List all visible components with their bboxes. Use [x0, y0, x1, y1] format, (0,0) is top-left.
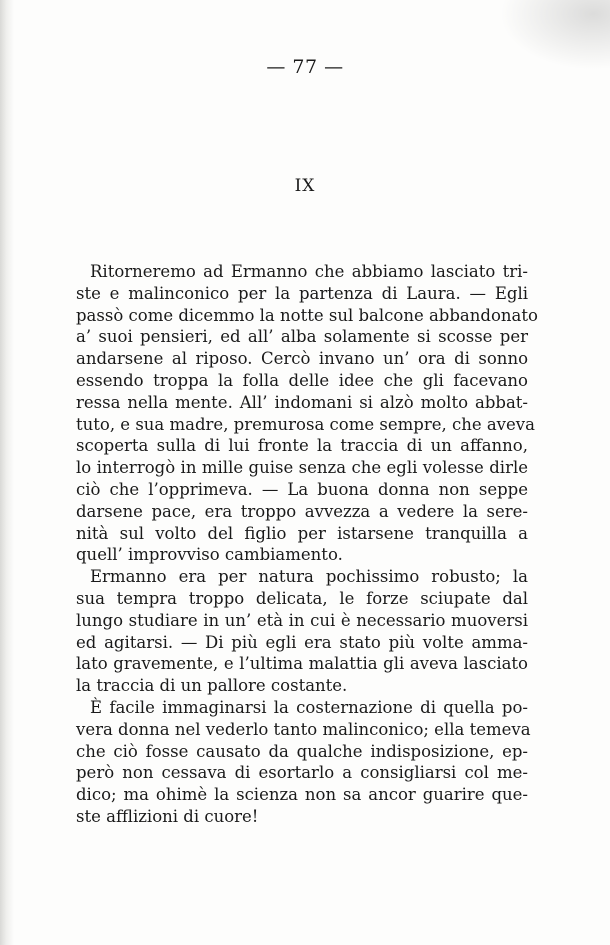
text-line: a’ suoi pensieri, ed all’ alba solamente si scosse per	[76, 327, 528, 347]
text-line: ste afflizioni di cuore!	[76, 806, 259, 826]
text-line: Ritorneremo ad Ermanno che abbiamo lasciato tri-	[90, 262, 528, 281]
text-line: ciò che l’opprimeva. — La buona donna non seppe	[76, 479, 528, 499]
text-line: la traccia di un pallore costante.	[76, 676, 348, 696]
text-line: quell’ improvviso cambiamento.	[76, 545, 343, 565]
text-line: però non cessava di esortarlo a consigliarsi col me-	[76, 763, 528, 783]
text-line: lo interrogò in mille guise senza che egli volesse dirle	[76, 458, 528, 478]
text-line: che ciò fosse causato da qualche indisposizione, ep-	[76, 741, 528, 761]
text-line: vera donna nel vederlo tanto malinconico; ella temeva	[76, 719, 531, 739]
text-line: darsene pace, era troppo avvezza a vedere la sere-	[76, 501, 528, 521]
text-line: dico; ma ohimè la scienza non sa ancor guarire que-	[76, 785, 528, 805]
text-line: ste e malinconico per la partenza di Laura. — Egli	[76, 283, 528, 303]
text-line: lungo studiare in un’ età in cui è necessario muoversi	[76, 610, 528, 630]
text-line: andarsene al riposo. Cercò invano un’ ora di sonno	[76, 349, 528, 369]
text-line: È facile immaginarsi la costernazione di quella po-	[90, 697, 528, 717]
text-line: lato gravemente, e l’ultima malattia gli aveva lasciato	[76, 654, 528, 674]
chapter-heading: IX	[294, 176, 316, 196]
text-line: sua tempra troppo delicata, le forze sciupate dal	[76, 588, 528, 608]
text-line: essendo troppa la folla delle idee che gli facevano	[76, 370, 528, 390]
text-line: ressa nella mente. All’ indomani si alzò molto abbat-	[76, 392, 528, 412]
text-line: nità sul volto del figlio per istarsene tranquilla a	[76, 523, 528, 543]
body-text	[76, 261, 538, 828]
text-line: ed agitarsi. — Di più egli era stato più volte amma-	[76, 632, 528, 652]
text-line: Ermanno era per natura pochissimo robusto; la	[90, 567, 528, 587]
binding-shadow	[0, 0, 14, 945]
text-line: passò come dicemmo la notte sul balcone abbandonato	[76, 305, 538, 325]
page-number: — 77 —	[266, 56, 344, 78]
text-line: tuto, e sua madre, premurosa come sempre, che aveva	[76, 414, 535, 434]
text-line: scoperta sulla di lui fronte la traccia di un affanno,	[76, 436, 528, 456]
